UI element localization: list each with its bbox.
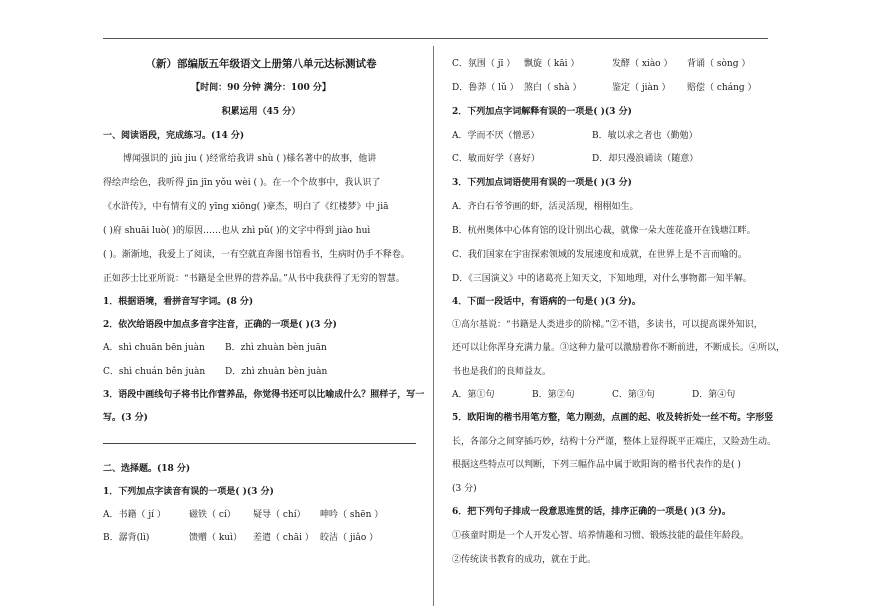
q6-option-d: D．《三国演义》中的诸葛亮上知天文，下知地理，对什么事物都一知半解。 bbox=[452, 274, 752, 284]
q4-option-d-4: 赔偿（ cháng ） bbox=[687, 83, 757, 93]
q9-sentence-2: ②传统读书教育的成功，就在于此。 bbox=[452, 555, 597, 565]
passage-line-5: ( )。渐渐地，我爱上了阅读，一有空就直奔图书馆看书，生病时仍手不释卷。 bbox=[103, 250, 410, 260]
part1-heading: 一、阅读语段，完成练习。(14 分) bbox=[103, 131, 245, 141]
question-3-line-1: 3．语段中画线句子将书比作营养品，你觉得书还可以比喻成什么？照样子，写一 bbox=[103, 390, 425, 400]
q7-passage-line-3: 书也是我们的良师益友。 bbox=[452, 367, 552, 377]
question-9: 6．把下列句子排成一段意思连贯的话，排序正确的一项是( )(3 分)。 bbox=[452, 507, 731, 517]
passage-line-4: ( )府 shuāi luò( )的原因……也从 zhì pǔ( )的文字中得到 jiào huì bbox=[103, 226, 371, 236]
q4-option-b-4: 皎洁（ jiǎo ） bbox=[320, 533, 379, 543]
question-3-line-2: 写。(3 分) bbox=[103, 413, 148, 423]
question-8-line-1: 5．欧阳询的楷书用笔方整，笔力刚劲，点画的起、收及转折处一丝不苟。字形竖 bbox=[452, 413, 774, 423]
question-1: 1．根据语境，看拼音写字词。(8 分) bbox=[103, 297, 254, 307]
exam-meta: 【时间：90 分钟 满分：100 分】 bbox=[191, 83, 331, 93]
q7-option-d: D．第④句 bbox=[692, 390, 736, 400]
question-8-line-2: 长，各部分之间穿插巧妙，结构十分严谨，整体上显得既平正端庄，又险劲生动。 bbox=[452, 437, 777, 447]
q7-option-c: C．第③句 bbox=[612, 390, 655, 400]
q4-option-a-3: 疑导（ chí） bbox=[253, 510, 306, 520]
q4-option-c-3: 发酵（ xiào ） bbox=[612, 59, 673, 69]
q4-option-a-1: A．书籍（ jí ） bbox=[103, 510, 166, 520]
question-6: 3．下列加点词语使用有误的一项是( )(3 分) bbox=[452, 178, 632, 188]
q5-option-c: C．敏而好学（喜好） bbox=[452, 154, 540, 164]
q4-option-b-2: 馈赠（ kuì） bbox=[189, 533, 242, 543]
q4-option-a-2: 磁铁（ cí） bbox=[189, 510, 236, 520]
q4-option-c-4: 背诵（ sòng ） bbox=[687, 59, 751, 69]
question-5: 2．下列加点字词解释有误的一项是( )(3 分) bbox=[452, 107, 632, 117]
page-title: （新）部编版五年级语文上册第八单元达标测试卷 bbox=[145, 58, 377, 70]
passage-line-6: 正如莎士比亚所说：“书籍是全世界的营养品。”从书中我获得了无穷的智慧。 bbox=[103, 274, 405, 284]
top-rule bbox=[103, 38, 768, 39]
question-2: 2．依次给语段中加点多音字注音，正确的一项是( )(3 分) bbox=[103, 320, 337, 330]
q4-option-b-1: B．潺背(lì) bbox=[103, 533, 150, 543]
q6-option-b: B．杭州奥体中心体育馆的设计别出心裁，就像一朵大莲花盛开在钱塘江畔。 bbox=[452, 226, 756, 236]
q5-option-d: D．却只漫浪诵读（随意） bbox=[592, 154, 699, 164]
q6-option-c: C．我们国家在宇宙探索领域的发展速度和成就，在世界上是不言而喻的。 bbox=[452, 250, 747, 260]
q4-option-a-4: 呻吟（ shēn ） bbox=[320, 510, 384, 520]
passage-line-2: 得绘声绘色，我听得 jīn jīn yǒu wèi ( )。在一个个故事中，我认识了 bbox=[103, 178, 381, 188]
q2-option-b: B．zhì zhuàn bèn juān bbox=[225, 343, 327, 353]
q6-option-a: A．齐白石爷爷画的虾，活灵活现，栩栩如生。 bbox=[452, 202, 639, 212]
q7-passage-line-1: ①高尔基说：“书籍是人类进步的阶梯。”②不错，多读书，可以提高课外知识， bbox=[452, 320, 763, 330]
q7-passage-line-2: 还可以让你浑身充满力量。③这种力量可以激励着你不断前进，不断成长。④所以， bbox=[452, 343, 786, 353]
question-7: 4．下面一段话中，有语病的一句是( )(3 分)。 bbox=[452, 297, 641, 307]
q2-option-a: A．shì chuān bēn juàn bbox=[103, 343, 205, 353]
part2-heading: 二、选择题。(18 分) bbox=[103, 464, 191, 474]
q5-option-a: A．学而不厌（憎恶） bbox=[452, 131, 540, 141]
q2-option-c: C．shì chuán běn juàn bbox=[103, 367, 206, 377]
q4-option-c-1: C．氛围（ jī ） bbox=[452, 59, 516, 69]
column-divider bbox=[433, 46, 434, 606]
q4-option-b-3: 差遣（ chāi ） bbox=[253, 533, 314, 543]
question-8-line-3: 根据这些特点可以判断，下列三幅作品中属于欧阳询的楷书代表作的是( ) bbox=[452, 460, 741, 470]
answer-line bbox=[103, 443, 416, 444]
q4-option-d-2: 煞白（ shà ） bbox=[524, 83, 582, 93]
passage-line-1: 博闻强识的 jiù jiu ( )经常给我讲 shù ( )様名著中的故事，他讲 bbox=[123, 154, 377, 164]
q4-option-c-2: 飘旋（ kāi ） bbox=[524, 59, 580, 69]
q7-option-a: A．第①句 bbox=[452, 390, 495, 400]
passage-line-3: 《水浒传》，中有情有义的 yīng xiōng( )豪杰，明白了《红楼梦》中 jiā bbox=[103, 202, 389, 212]
q4-option-d-1: D．鲁莽（ lǔ ） bbox=[452, 83, 519, 93]
q2-option-d: D．zhì zhuàn bèn juàn bbox=[225, 367, 328, 377]
q4-option-d-3: 鉴定（ jiàn ） bbox=[612, 83, 671, 93]
section-title: 积累运用（45 分） bbox=[221, 107, 301, 117]
question-4: 1．下列加点字读音有误的一项是( )(3 分) bbox=[103, 487, 274, 497]
q9-sentence-1: ①孩童时期是一个人开发心智、培养情趣和习惯、锻炼技能的最佳年龄段。 bbox=[452, 531, 750, 541]
question-8-line-4: (3 分) bbox=[452, 484, 477, 494]
q7-option-b: B．第②句 bbox=[532, 390, 575, 400]
q5-option-b: B．敏以求之者也（勤勉） bbox=[592, 131, 698, 141]
